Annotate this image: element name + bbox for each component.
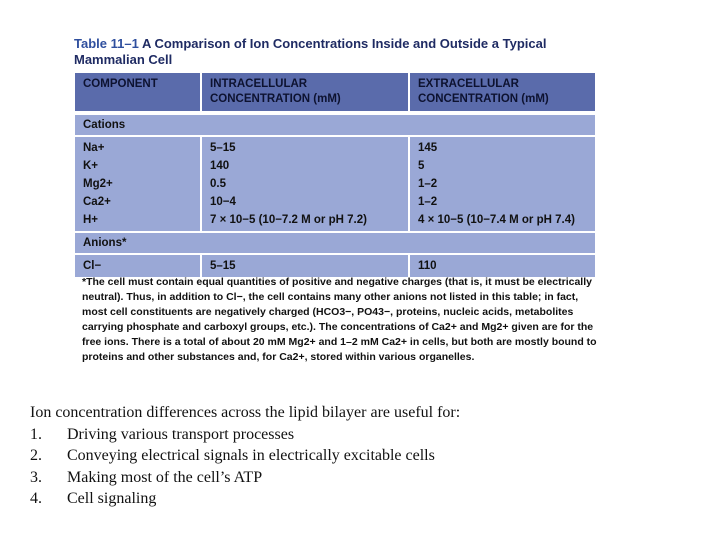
list-item xyxy=(30,424,690,446)
cation-component: H+ xyxy=(83,214,99,226)
cation-extracellular: 5 xyxy=(418,160,425,172)
anion-extracellular: 110 xyxy=(418,260,437,272)
cation-extracellular: 4 × 10−5 (10−7.4 M or pH 7.4) xyxy=(418,214,575,226)
ion-concentration-table xyxy=(75,73,595,277)
table-header-row xyxy=(75,73,595,111)
list-text: Cell signaling xyxy=(67,490,157,507)
body-text xyxy=(30,402,690,510)
header-extracellular: EXTRACELLULAR CONCENTRATION (mM) xyxy=(418,78,549,105)
cation-intracellular: 7 × 10−5 (10−7.2 M or pH 7.2) xyxy=(210,214,367,226)
anions-section-label: Anions* xyxy=(75,233,595,253)
list-text: Driving various transport processes xyxy=(67,425,295,443)
cation-intracellular: 10−4 xyxy=(210,196,236,208)
anions-rows xyxy=(75,255,595,277)
table-number: Table 11–1 xyxy=(74,36,139,51)
list-number: 2. xyxy=(30,447,42,464)
list-number: 1. xyxy=(30,425,42,443)
list-number: 4. xyxy=(30,490,42,507)
cation-extracellular: 145 xyxy=(418,142,438,154)
cation-intracellular: 0.5 xyxy=(210,178,226,190)
cations-rows xyxy=(75,137,595,231)
list-text: Making most of the cell’s ATP xyxy=(67,468,263,486)
list-number: 3. xyxy=(30,468,42,486)
list-item xyxy=(30,467,690,489)
cation-component: Na+ xyxy=(83,142,105,154)
list-text: Conveying electrical signals in electrically excitable cells xyxy=(67,447,435,464)
cations-section-label: Cations xyxy=(75,115,595,135)
list-item xyxy=(30,445,690,467)
cation-intracellular: 5–15 xyxy=(210,142,236,154)
table-caption: A Comparison of Ion Concentrations Inside and Outside a Typical Mammalian Cell xyxy=(74,36,547,67)
header-component: COMPONENT xyxy=(75,73,202,111)
cation-component: Mg2+ xyxy=(83,178,113,190)
table-footnote: *The cell must contain equal quantities of positive and negative charges (that is, it must be electrically neutral). Thus, in addition to Cl−, the cell contains many other anions not listed in this table; in fact, most cell constituents are negatively charged (HCO3−, PO43−, proteins, nucleic acids, metabolites carrying phosphate and carboxyl groups, etc.). The concentrations of Ca2+ and Mg2+ given are for the free ions. There is a total of about 20 mM Mg2+ and 1–2 mM Ca2+ in cells, but both are mostly bound to proteins and other substances and, for Ca2+, stored within various organelles. xyxy=(82,276,597,363)
list-item xyxy=(30,488,690,510)
anion-component: Cl− xyxy=(83,260,102,272)
cation-component: Ca2+ xyxy=(83,196,111,208)
header-intracellular: INTRACELLULAR CONCENTRATION (mM) xyxy=(202,73,410,111)
anion-intracellular: 5–15 xyxy=(210,260,236,272)
cation-component: K+ xyxy=(83,160,99,172)
cation-extracellular: 1–2 xyxy=(418,196,438,208)
cation-extracellular: 1–2 xyxy=(418,178,438,190)
table-title xyxy=(74,36,594,68)
intro-sentence: Ion concentration differences across the lipid bilayer are useful for: xyxy=(30,404,461,421)
cation-intracellular: 140 xyxy=(210,160,230,172)
